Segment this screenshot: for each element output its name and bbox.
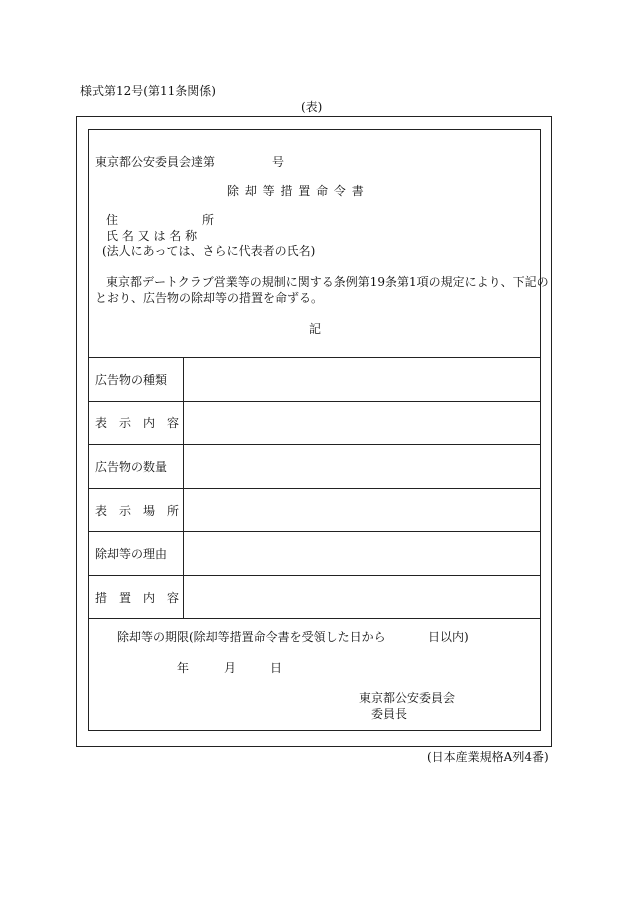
row-label-ad-type: 広告物の種類 [95, 373, 168, 387]
body-line-1: 東京都デートクラブ営業等の規制に関する条例第19条第1項の規定により、下記の [106, 275, 549, 289]
table-top-line [88, 357, 541, 358]
footer-note: (日本産業規格A列4番) [427, 750, 549, 764]
signature-issuer: 東京都公安委員会 [359, 691, 456, 705]
table-row-divider [88, 444, 541, 445]
address-label-b: 所 [202, 213, 215, 227]
body-line-2: とおり、広告物の除却等の措置を命ずる。 [95, 291, 324, 305]
number-suffix: 号 [272, 155, 285, 169]
address-label-a: 住 [106, 213, 119, 227]
deadline-days-suffix: 日以内) [428, 630, 469, 644]
form-number: 様式第12号(第11条関係) [80, 84, 216, 98]
issuer-number-label: 東京都公安委員会達第 [95, 155, 216, 169]
row-label-display-content: 表 示 内 容 [95, 416, 180, 430]
corporation-note: (法人にあっては、さらに代表者の氏名) [102, 244, 316, 258]
deadline-text: 除却等の期限(除却等措置命令書を受領した日から [117, 630, 386, 644]
date-year: 年 [177, 661, 190, 675]
date-month: 月 [224, 661, 237, 675]
table-bottom-line [88, 618, 541, 619]
table-row-divider [88, 488, 541, 489]
row-label-measure-content: 措 置 内 容 [95, 591, 180, 605]
row-label-removal-reason: 除却等の理由 [95, 547, 168, 561]
side-label: (表) [301, 100, 323, 114]
table-row-divider [88, 401, 541, 402]
date-day: 日 [270, 661, 283, 675]
document-title: 除 却 等 措 置 命 令 書 [227, 184, 365, 198]
row-label-ad-quantity: 広告物の数量 [95, 460, 168, 474]
ki-mark: 記 [309, 322, 322, 336]
table-row-divider [88, 531, 541, 532]
table-column-divider [183, 357, 184, 618]
table-row-divider [88, 575, 541, 576]
signature-title: 委員長 [371, 707, 408, 721]
row-label-display-location: 表 示 場 所 [95, 504, 180, 518]
name-label: 氏 名 又 は 名 称 [106, 229, 198, 243]
